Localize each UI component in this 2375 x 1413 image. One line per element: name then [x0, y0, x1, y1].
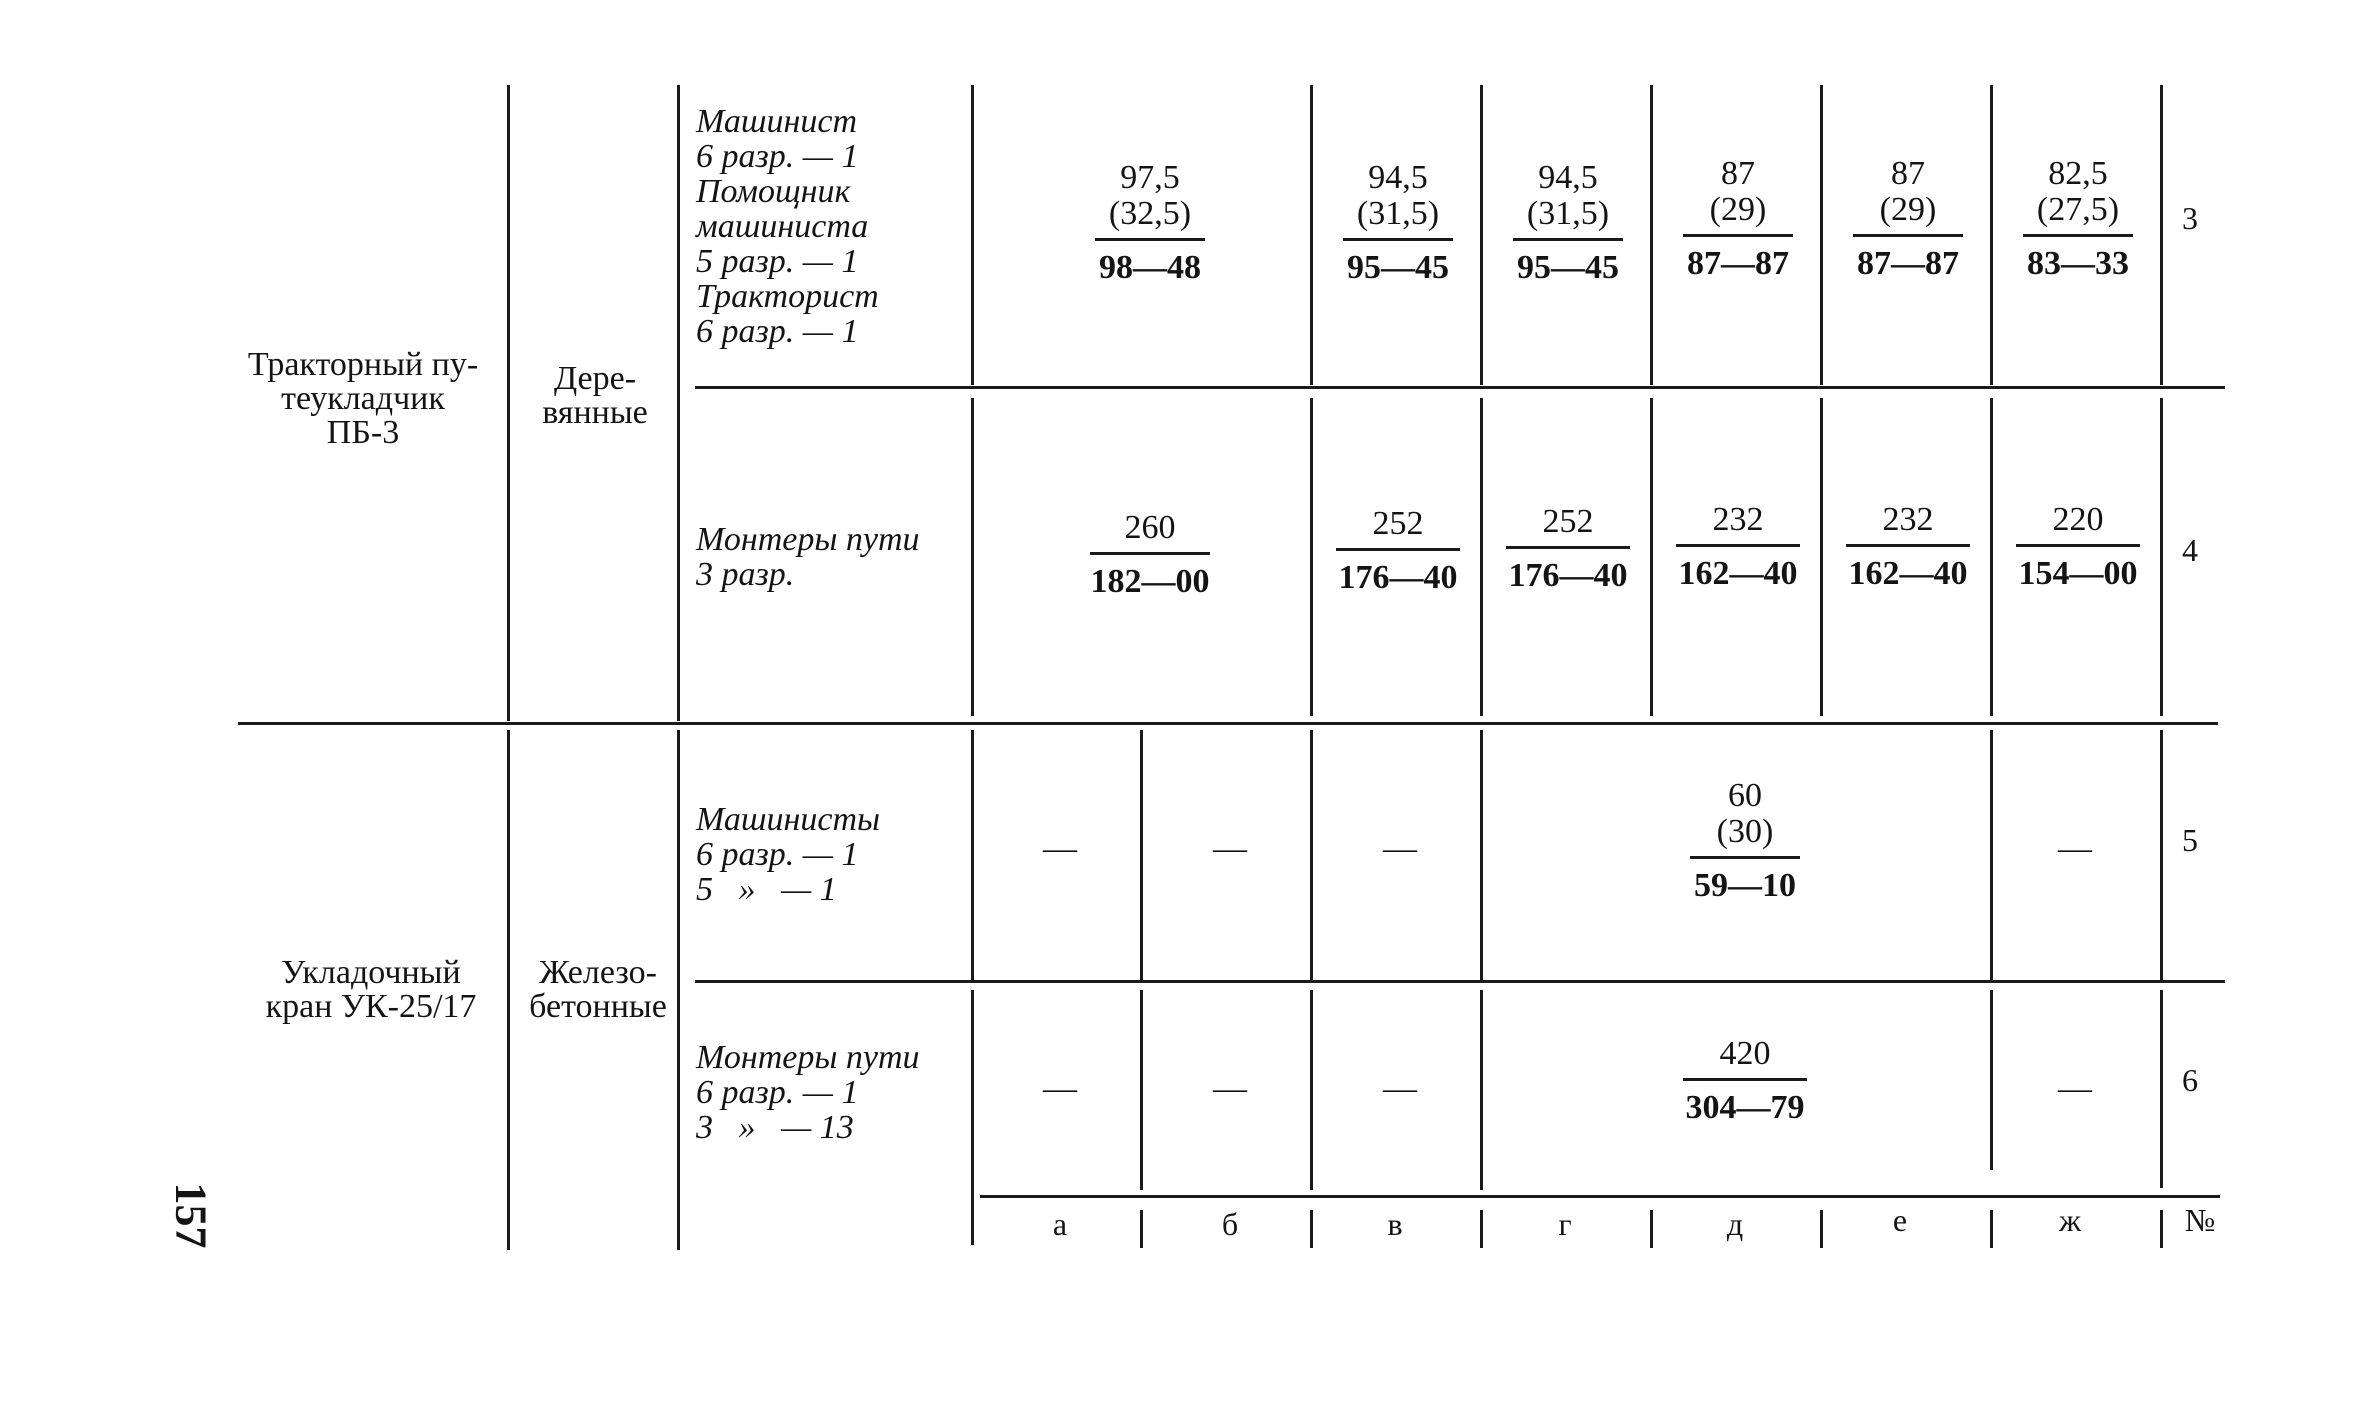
rate-value: 83—33: [2027, 245, 2129, 282]
rate-value: 87—87: [1857, 245, 1959, 282]
divider: [980, 1195, 2220, 1198]
crew-line: Монтеры пути: [696, 521, 920, 558]
material-line: вянные: [542, 394, 648, 431]
value-cell: [1090, 510, 1210, 601]
column-letter: е: [1892, 1202, 1908, 1238]
divider: [1480, 990, 1483, 1190]
divider: [1650, 1210, 1653, 1248]
column-letter: а: [1052, 1206, 1068, 1242]
empty-cell-dash: —: [1043, 1070, 1077, 1107]
empty-cell-dash: —: [1383, 1070, 1417, 1107]
crew-line: Тракторист: [696, 278, 879, 315]
divider: [1990, 990, 1993, 1170]
value-cell: [1680, 778, 1810, 905]
value-cell: [1846, 502, 1970, 593]
crew-line: Машинист: [696, 103, 858, 140]
fraction-line: [1690, 856, 1800, 859]
norm-value-bracket: (30): [1716, 813, 1774, 850]
divider: [1820, 85, 1823, 385]
row-number: 3: [2182, 200, 2198, 236]
fraction-line: [1090, 552, 1210, 555]
divider: [2160, 398, 2163, 716]
norm-value: 82,5: [2048, 155, 2108, 192]
divider: [1650, 398, 1653, 716]
crew-line: 5 » — 1: [696, 871, 837, 908]
machine-name: [236, 956, 506, 1024]
machine-name-line: теукладчик: [281, 380, 445, 417]
norm-value-bracket: (27,5): [2036, 191, 2120, 228]
divider: [1310, 398, 1313, 716]
divider: [1140, 1210, 1143, 1248]
value-cell: [1846, 156, 1970, 283]
machine-name-line: ПБ-3: [326, 414, 400, 451]
norm-value: 60: [1728, 777, 1762, 814]
row-number: 5: [2182, 822, 2198, 858]
divider: [238, 722, 2218, 725]
divider: [1140, 990, 1143, 1190]
crew-composition: [696, 104, 879, 349]
empty-cell-dash: —: [1383, 830, 1417, 867]
value-cell: [1676, 156, 1800, 283]
page-number: 157: [166, 1182, 216, 1249]
value-cell: [1336, 506, 1460, 597]
divider: [2160, 990, 2163, 1188]
fraction-line: [1343, 238, 1453, 241]
divider: [971, 85, 974, 385]
rate-value: 182—00: [1090, 563, 1210, 600]
divider: [677, 85, 680, 721]
norm-value: 420: [1719, 1035, 1771, 1072]
divider: [1820, 398, 1823, 716]
divider: [1310, 730, 1313, 982]
rate-value: 162—40: [1848, 555, 1968, 592]
column-letter: б: [1221, 1206, 1239, 1242]
material-line: Железо-: [539, 954, 657, 991]
norm-value-bracket: (32,5): [1108, 195, 1192, 232]
fraction-line: [1676, 544, 1800, 547]
norm-value: 260: [1124, 509, 1176, 546]
material-line: Дере-: [553, 360, 637, 397]
crew-line: 6 разр. — 1: [696, 836, 859, 873]
divider: [1990, 85, 1993, 385]
divider: [1990, 730, 1993, 982]
norm-value-bracket: (29): [1709, 191, 1767, 228]
crew-line: Монтеры пути: [696, 1039, 920, 1076]
divider: [1990, 1210, 1993, 1248]
material: [518, 956, 678, 1024]
divider: [1310, 85, 1313, 385]
column-letter: в: [1387, 1206, 1403, 1242]
crew-line: Помощник: [696, 173, 851, 210]
machine-name: [228, 348, 498, 450]
fraction-line: [1336, 548, 1460, 551]
fraction-line: [1846, 544, 1970, 547]
column-letter: №: [2184, 1202, 2216, 1238]
fraction-line: [1853, 234, 1963, 237]
divider: [507, 730, 510, 1250]
crew-line: 6 разр. — 1: [696, 313, 859, 350]
divider: [507, 85, 510, 721]
norm-value: 94,5: [1538, 159, 1598, 196]
value-cell: [1670, 1036, 1820, 1127]
fraction-line: [2016, 544, 2140, 547]
fraction-line: [1513, 238, 1623, 241]
divider: [1990, 398, 1993, 716]
rate-value: 162—40: [1678, 555, 1798, 592]
divider: [2160, 730, 2163, 982]
norm-value-bracket: (31,5): [1526, 195, 1610, 232]
crew-line: 3 разр.: [696, 556, 795, 593]
column-letter: г: [1558, 1206, 1572, 1242]
divider: [1480, 730, 1483, 982]
norm-value: 232: [1882, 501, 1934, 538]
rate-value: 87—87: [1687, 245, 1789, 282]
column-letter: д: [1726, 1206, 1744, 1242]
norm-value: 87: [1891, 155, 1925, 192]
value-cell: [2016, 502, 2140, 593]
crew-composition: [696, 522, 920, 592]
empty-cell-dash: —: [1213, 1070, 1247, 1107]
divider: [1140, 730, 1143, 982]
crew-line: 6 разр. — 1: [696, 138, 859, 175]
divider: [1820, 1210, 1823, 1248]
value-cell: [1506, 504, 1630, 595]
norm-value: 252: [1372, 505, 1424, 542]
crew-line: 5 разр. — 1: [696, 243, 859, 280]
empty-cell-dash: —: [2058, 830, 2092, 867]
value-cell: [1336, 160, 1460, 287]
divider: [1480, 398, 1483, 716]
divider: [1310, 1210, 1313, 1248]
divider: [971, 398, 974, 716]
divider: [1480, 85, 1483, 385]
column-letter: ж: [2058, 1202, 2082, 1238]
norm-value-bracket: (29): [1879, 191, 1937, 228]
rate-value: 95—45: [1347, 249, 1449, 286]
rate-value: 154—00: [2018, 555, 2138, 592]
divider: [971, 990, 974, 1245]
value-cell: [1090, 160, 1210, 287]
empty-cell-dash: —: [1213, 830, 1247, 867]
divider: [2160, 85, 2163, 385]
fraction-line: [1683, 1078, 1807, 1081]
fraction-line: [1506, 546, 1630, 549]
divider: [2160, 1210, 2163, 1248]
crew-line: 6 разр. — 1: [696, 1074, 859, 1111]
material-line: бетонные: [529, 988, 667, 1025]
machine-name-line: Тракторный пу-: [247, 346, 479, 383]
fraction-line: [2023, 234, 2133, 237]
value-cell: [2016, 156, 2140, 283]
divider: [1310, 990, 1313, 1190]
norm-value: 232: [1712, 501, 1764, 538]
machine-name-line: Укладочный: [281, 954, 461, 991]
divider: [1650, 85, 1653, 385]
fraction-line: [1683, 234, 1793, 237]
norm-value: 94,5: [1368, 159, 1428, 196]
crew-composition: [696, 1040, 920, 1145]
row-number: 4: [2182, 532, 2198, 568]
crew-line: 3 » — 13: [696, 1109, 854, 1146]
norm-value-bracket: (31,5): [1356, 195, 1440, 232]
rate-value: 176—40: [1508, 557, 1628, 594]
fraction-line: [1095, 238, 1205, 241]
divider: [695, 980, 2225, 983]
row-number: 6: [2182, 1062, 2198, 1098]
rate-value: 95—45: [1517, 249, 1619, 286]
empty-cell-dash: —: [2058, 1070, 2092, 1107]
value-cell: [1506, 160, 1630, 287]
empty-cell-dash: —: [1043, 830, 1077, 867]
norm-value: 87: [1721, 155, 1755, 192]
norm-value: 97,5: [1120, 159, 1180, 196]
rate-value: 176—40: [1338, 559, 1458, 596]
norm-value: 252: [1542, 503, 1594, 540]
divider: [971, 730, 974, 982]
value-cell: [1676, 502, 1800, 593]
rate-value: 98—48: [1099, 249, 1201, 286]
divider: [695, 386, 2225, 389]
rate-value: 59—10: [1694, 867, 1796, 904]
divider: [1480, 1210, 1483, 1248]
norm-value: 220: [2052, 501, 2104, 538]
crew-composition: [696, 802, 880, 907]
rate-value: 304—79: [1685, 1089, 1805, 1126]
material: [520, 362, 670, 430]
machine-name-line: кран УК-25/17: [265, 988, 477, 1025]
crew-line: Машинисты: [696, 801, 881, 838]
crew-line: машиниста: [696, 208, 869, 245]
